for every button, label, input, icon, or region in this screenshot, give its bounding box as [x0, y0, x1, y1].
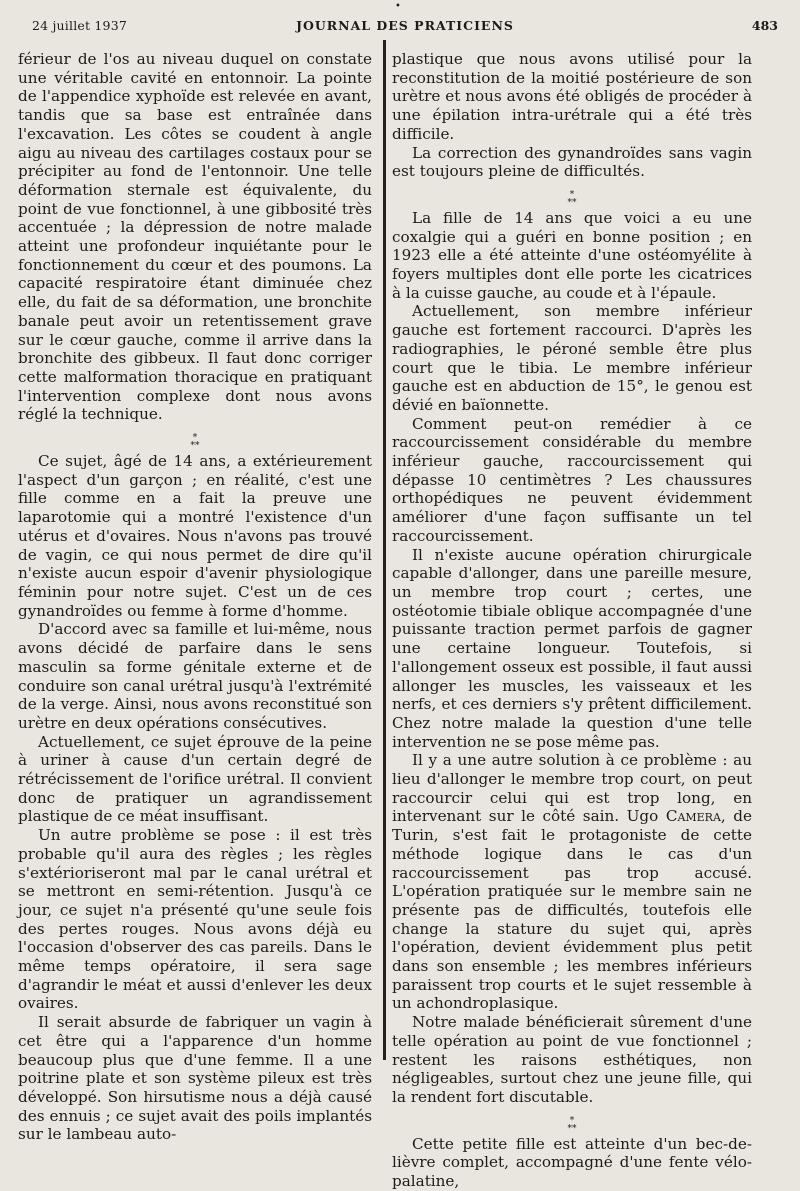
paragraph: D'accord avec sa famille et lui-même, nous avons décidé de parfaire dans le sens masculin sa forme génitale externe et de conduire son canal urétral jusqu'à l'extrémité de la verge. Ainsi, nous avons reconstitué son urètre en deux opérations consécutives. [18, 620, 372, 732]
issue-date: 24 juillet 1937 [32, 18, 128, 33]
paragraph: Il serait absurde de fabriquer un vagin à cet être qui a l'apparence d'un homme beaucoup plus que d'une femme. Il a une poitrine plate et son système pileux est très développé. Son hirsutisme nous a déjà causé des ennuis ; ce sujet avait des poils implantés sur le lambeau auto- [18, 1013, 372, 1144]
paragraph: plastique que nous avons utilisé pour la reconstitution de la moitié postérieure de son urètre et nous avons été obligés de procéder à une épilation intra-urétrale qui a été très difficile. [392, 50, 752, 143]
paragraph: Notre malade bénéficierait sûrement d'une telle opération au point de vue fonctionnel ; restent les raisons esthétiques, non négligeables, surtout chez une jeune fille, qui la rendent fort discutable. [392, 1013, 752, 1106]
paragraph: Il y a une autre solution à ce problème : au lieu d'allonger le membre trop court, on peut raccourcir celui qui est trop long, en intervenant sur le côté sain. Ugo Camera, de Turin, s'est fait le protagoniste de cette méthode logique dans le cas d'un raccourcissement pas trop accusé. L'opération pratiquée sur le membre sain ne présente pas de difficultés, toutefois elle change la stature du sujet qui, après l'opération, devient évidemment plus petit dans son ensemble ; les membres inférieurs paraissent trop courts et le sujet ressemble à un achondroplasique. [392, 751, 752, 1013]
paragraph: Comment peut-on remédier à ce raccourcissement considérable du membre inférieur gauche, raccourcissement qui dépasse 10 centimètres ? Les chaussures orthopédiques ne peuvent évidemment améliorer d'une façon suffisante un tel raccourcissement. [392, 414, 752, 545]
author-name: Camera [665, 807, 721, 826]
paragraph: La correction des gynandroïdes sans vagin est toujours pleine de difficultés. [392, 143, 752, 181]
paragraph: La fille de 14 ans que voici a eu une coxalgie qui a guéri en bonne position ; en 1923 elle a été atteinte d'une ostéomyélite à foyers multiples dont elle porte les cicatrices à la cuisse gauche, au coude et à l'épaule. [392, 208, 752, 302]
column-divider [383, 40, 386, 1060]
paragraph: Un autre problème se pose : il est très probable qu'il aura des règles ; les règles s'extérioriseront mal par le canal urétral et se mettront en semi-rétention. Jusqu'à ce jour, ce sujet n'a présenté qu'une seule fois des pertes rouges. Nous avons déjà eu l'occasion d'observer des cas pareils. Dans le même temps opératoire, il sera sage d'agrandir le méat et aussi d'enlever les deux ovaires. [18, 826, 372, 1013]
paragraph: Actuellement, son membre inférieur gauche est fortement raccourci. D'après les radiographies, le péroné semble être plus court que le tibia. Le membre inférieur gauche est en abduction de 15°, le genou est dévié en baïonnette. [392, 302, 752, 414]
paragraph: férieur de l'os au niveau duquel on constate une véritable cavité en entonnoir. La pointe de l'appendice xyphoïde est relevée en avant, tandis que sa base est entraînée dans l'excavation. Les côtes se coudent à angle aigu au niveau des cartilages costaux pour se précipiter au fond de l'entonnoir. Une telle déformation sternale est équivalente, du point de vue fonctionnel, à une gibbosité très accentuée ; la dépression de notre malade atteint une profondeur inquiétante pour le fonctionnement du cœur et des poumons. La capacité respiratoire étant diminuée chez elle, du fait de sa déformation, une bronchite banale peut avoir un retentissement grave sur le cœur gauche, comme il arrive dans la bronchite des gibbeux. Il faut donc corriger cette malformation thoracique en pratiquant l'intervention complexe dont nous avons réglé la technique. [18, 50, 372, 424]
section-separator: * ** [190, 433, 200, 452]
paragraph: Ce sujet, âgé de 14 ans, a extérieurement l'aspect d'un garçon ; en réalité, c'est une fille comme en a fait la preuve une laparotomie qui a montré l'existence d'un utérus et d'ovaires. Nous n'avons pas trouvé de vagin, ce qui nous permet de dire qu'il n'existe aucun espoir d'avenir physiologique féminin pour notre sujet. C'est un de ces gynandroïdes ou femme à forme d'homme. [18, 452, 372, 620]
paragraph: Actuellement, ce sujet éprouve de la peine à uriner à cause d'un certain degré de rétrécissement de l'orifice urétral. Il convient donc de pratiquer un agrandissement plastique de ce méat insuffisant. [18, 732, 372, 826]
paragraph: Il n'existe aucune opération chirurgicale capable d'allonger, dans une pareille mesure, un membre trop court ; certes, une ostéotomie tibiale oblique accompagnée d'une puissante traction permet parfois de gagner une certaine longueur. Toutefois, si l'allongement osseux est possible, il faut aussi allonger les muscles, les vaisseaux et les nerfs, et ces derniers s'y prêtent difficilement. Chez notre malade la question d'une telle intervention ne se pose même pas. [392, 545, 752, 751]
section-separator: * ** [567, 189, 577, 208]
running-header [32, 16, 778, 36]
section-separator: * ** [567, 1115, 577, 1134]
page-number: 483 [751, 18, 778, 33]
right-column [392, 50, 752, 1191]
top-mark: • [395, 1, 401, 12]
paragraph: Cette petite fille est atteinte d'un bec-de-lièvre complet, accompagné d'une fente vélo-palatine, [392, 1134, 752, 1191]
left-column [18, 50, 372, 1144]
journal-title: JOURNAL DES PRATICIENS [296, 18, 514, 33]
